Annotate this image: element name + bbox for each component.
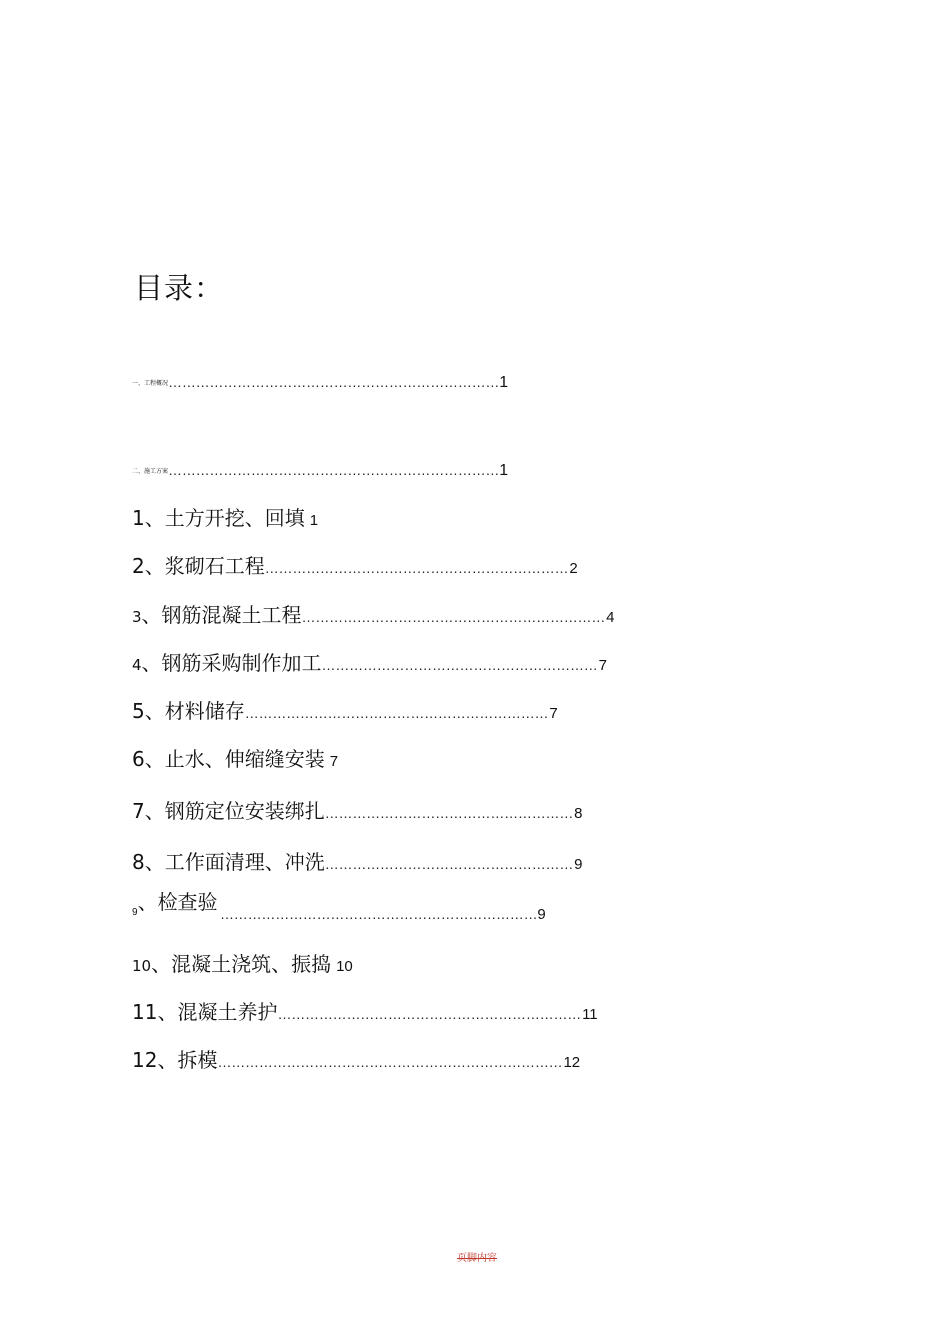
toc-item-number: 6 [132, 747, 145, 771]
toc-item-separator: 、 [157, 1000, 178, 1024]
toc-item-text: 混凝土浇筑、振捣 [171, 952, 332, 976]
toc-leader-dots: …………………………………………………………… [220, 906, 538, 922]
toc-item-number: 8 [132, 850, 145, 874]
toc-item-7[interactable] [132, 799, 582, 826]
toc-item-9-leader[interactable] [220, 904, 546, 923]
toc-item-6[interactable] [132, 747, 338, 774]
toc-item-number: 2 [132, 554, 145, 578]
toc-item-separator: 、 [141, 603, 162, 627]
toc-item-text: 土方开挖、回填 [164, 506, 305, 530]
toc-page-number: 1 [309, 512, 319, 529]
toc-item-text: 止水、伸缩缝安装 [164, 747, 325, 771]
toc-page-number: 7 [549, 705, 558, 722]
toc-item-9[interactable] [132, 886, 218, 918]
toc-leader-dots: ………………………………………………………… [244, 705, 549, 721]
toc-page-number: 8 [574, 805, 583, 822]
toc-item-number: 4 [132, 656, 142, 674]
toc-item-10[interactable] [132, 952, 353, 979]
toc-item-text: 浆砌石工程 [164, 554, 265, 578]
toc-item-separator: 、 [157, 1048, 178, 1072]
toc-item-8[interactable] [132, 850, 582, 877]
page-title: 目录： [134, 271, 225, 305]
toc-item-text: 混凝土养护 [177, 1000, 278, 1024]
toc-item-separator: 、 [144, 699, 165, 723]
toc-item-text: 检查验 [157, 890, 218, 914]
toc-section-label: 一、工程概况 [132, 380, 169, 387]
toc-item-12[interactable] [132, 1048, 580, 1075]
toc-item-separator: 、 [144, 799, 165, 823]
toc-page-number: 7 [329, 753, 339, 770]
toc-item-text: 钢筋混凝土工程 [161, 603, 302, 627]
toc-page-number: 9 [574, 856, 583, 873]
toc-item-1[interactable] [132, 506, 318, 533]
toc-item-3[interactable] [132, 603, 615, 630]
toc-item-separator: 、 [144, 554, 165, 578]
toc-item-5[interactable] [132, 699, 558, 726]
toc-item-text: 材料储存 [164, 699, 245, 723]
toc-item-number: 12 [132, 1048, 158, 1072]
toc-item-separator: 、 [144, 747, 165, 771]
toc-item-2[interactable] [132, 554, 578, 581]
toc-section-label: 二、施工方案 [132, 468, 169, 475]
toc-item-number: 5 [132, 699, 145, 723]
toc-page-number: 7 [598, 657, 607, 674]
toc-page-number: 4 [606, 609, 615, 626]
toc-section-1[interactable] [132, 372, 508, 394]
toc-item-4[interactable] [132, 651, 607, 678]
toc-leader-dots: ……………………………………………………………… [168, 462, 500, 478]
toc-item-number: 1 [132, 506, 145, 530]
toc-item-separator: 、 [141, 651, 162, 675]
toc-leader-dots: ……………………………………………………………… [168, 374, 500, 390]
toc-item-separator: 、 [144, 506, 165, 530]
toc-item-separator: 、 [151, 952, 172, 976]
toc-item-text: 钢筋采购制作加工 [161, 651, 322, 675]
toc-page-number: 2 [569, 560, 578, 577]
page-footer: 页脚内容 [457, 1253, 497, 1264]
toc-item-text: 工作面清理、冲洗 [164, 850, 325, 874]
toc-item-separator: 、 [137, 890, 158, 914]
toc-leader-dots: ………………………………………………………… [264, 560, 569, 576]
toc-item-number: 7 [132, 799, 145, 823]
toc-leader-dots: ………………………………………………………………… [217, 1054, 563, 1070]
toc-item-text: 钢筋定位安装绑扎 [164, 799, 325, 823]
toc-item-number: 10 [132, 957, 152, 975]
toc-item-number: 11 [132, 1000, 158, 1024]
toc-item-text: 拆模 [177, 1048, 218, 1072]
toc-page-number: 11 [582, 1006, 598, 1023]
toc-section-2[interactable] [132, 460, 508, 482]
toc-leader-dots: ……………………………………………… [324, 856, 574, 872]
toc-item-number: 9 [132, 907, 138, 918]
toc-page-number: 1 [499, 462, 509, 479]
toc-leader-dots: …………………………………………………… [321, 657, 598, 673]
toc-page-number: 1 [499, 374, 509, 391]
toc-page-number: 10 [336, 958, 353, 975]
toc-item-separator: 、 [144, 850, 165, 874]
toc-item-number: 3 [132, 608, 142, 626]
toc-page-number: 12 [563, 1054, 581, 1071]
toc-leader-dots: ………………………………………………………… [277, 1006, 582, 1022]
toc-page-number: 9 [537, 906, 546, 923]
toc-leader-dots: ……………………………………………… [324, 805, 574, 821]
toc-leader-dots: ………………………………………………………… [301, 609, 606, 625]
toc-item-11[interactable] [132, 1000, 598, 1027]
